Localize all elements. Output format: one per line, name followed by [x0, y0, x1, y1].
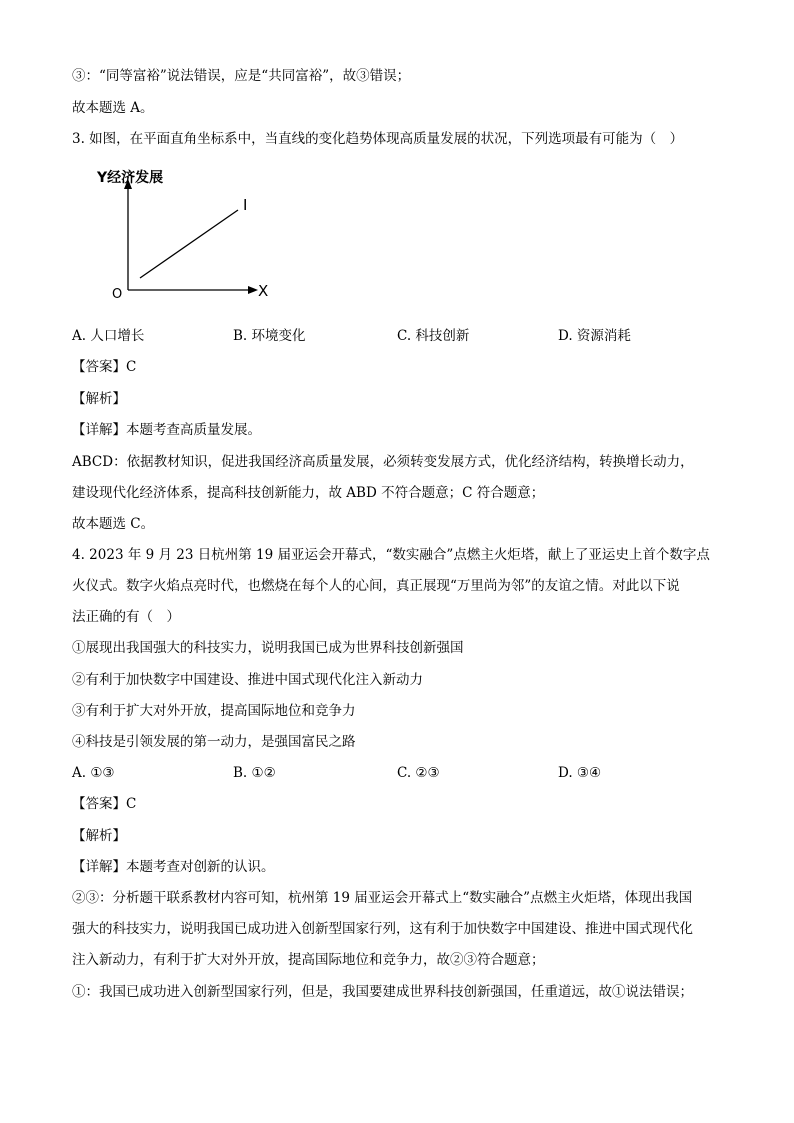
q4-analysis-heading: 【解析】 — [72, 828, 126, 844]
q3-explanation-2: 建设现代化经济体系，提高科技创新能力，故 ABD 不符合题意；C 符合题意； — [72, 485, 545, 501]
q3-explanation-1: ABCD：依据教材知识，促进我国经济高质量发展，必须转变发展方式，优化经济结构，转换增长动力， — [72, 454, 694, 470]
q4-explanation-1: ②③：分析题干联系教材内容可知，杭州第 19 届亚运会开幕式上“数实融合”点燃主火炬塔，体现出我国 — [72, 890, 693, 906]
q4-statement-4: ④科技是引领发展的第一动力，是强国富民之路 — [72, 734, 356, 750]
line-label: I — [243, 196, 248, 214]
q4-explanation-2: 强大的科技实力，说明我国已成功进入创新型国家行列，这有利于加快数字中国建设、推进中国式现代化 — [72, 921, 693, 937]
q4-statement-3: ③有利于扩大对外开放，提高国际地位和竞争力 — [72, 703, 356, 719]
answer-choice-a: 故本题选 A。 — [72, 100, 154, 116]
question-4-stem-2: 火仪式。数字火焰点亮时代，也燃烧在每个人的心间，真正展现“万里尚为邻”的友谊之情。对此以下说 — [72, 578, 680, 594]
q3-answer: 【答案】C — [72, 359, 137, 375]
q4-option-c: C. ②③ — [397, 765, 440, 781]
q4-option-d: D. ③④ — [558, 765, 602, 781]
q4-option-a: A. ①③ — [72, 765, 115, 781]
y-axis-label: Y经济发展 — [97, 170, 164, 186]
q4-option-b: B. ①② — [233, 765, 276, 781]
q4-answer: 【答案】C — [72, 796, 137, 812]
question-3-stem: 3. 如图，在平面直角坐标系中，当直线的变化趋势体现高质量发展的状况，下列选项最有可能为（ ） — [72, 131, 684, 147]
q3-option-b: B. 环境变化 — [233, 328, 306, 344]
origin-label: O — [112, 287, 123, 302]
q3-conclusion: 故本题选 C。 — [72, 516, 155, 532]
q4-detail: 【详解】本题考查对创新的认识。 — [72, 859, 275, 875]
x-axis-arrow — [248, 286, 258, 294]
q4-statement-2: ②有利于加快数字中国建设、推进中国式现代化注入新动力 — [72, 672, 423, 688]
q3-detail: 【详解】本题考查高质量发展。 — [72, 422, 261, 438]
q4-explanation-3: 注入新动力，有利于扩大对外开放，提高国际地位和竞争力，故②③符合题意； — [72, 952, 545, 968]
trend-line — [140, 210, 238, 278]
coordinate-figure — [97, 165, 280, 305]
question-4-stem-3: 法正确的有（ ） — [72, 609, 180, 625]
q3-option-c: C. 科技创新 — [397, 328, 470, 344]
question-4-stem-1: 4. 2023 年 9 月 23 日杭州第 19 届亚运会开幕式，“数实融合”点燃主火炬塔，献上了亚运史上首个数字点 — [72, 547, 710, 563]
q4-statement-1: ①展现出我国强大的科技实力，说明我国已成为世界科技创新强国 — [72, 640, 464, 656]
line-wrong-statement-3: ③：“同等富裕”说法错误，应是“共同富裕”，故③错误； — [72, 68, 411, 84]
q3-option-d: D. 资源消耗 — [558, 328, 631, 344]
q3-analysis-heading: 【解析】 — [72, 391, 126, 407]
q4-explanation-4: ①：我国已成功进入创新型国家行列，但是，我国要建成世界科技创新强国，任重道远，故①说法错误； — [72, 984, 693, 1000]
x-axis-label: X — [258, 282, 269, 300]
q3-option-a: A. 人口增长 — [72, 328, 145, 344]
